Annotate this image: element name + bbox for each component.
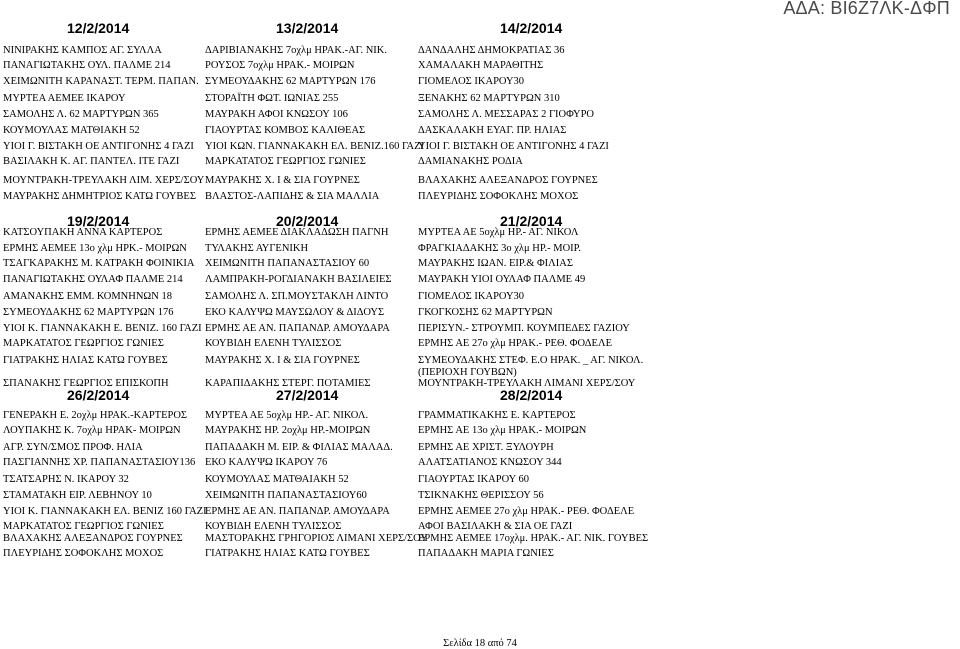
- pharmacy-entry: ΔΑΝΔΑΛΗΣ ΔΗΜΟΚΡΑΤΙΑΣ 36: [418, 45, 565, 56]
- pharmacy-entry: ΣΥΜΕΟΥΔΑΚΗΣ 62 ΜΑΡΤΥΡΩΝ 176: [205, 76, 376, 87]
- pharmacy-entry: ΕΚΟ ΚΑΛΥΨΩ ΜΑΥΣΩΛΟΥ & ΔΙΔΟΥΣ: [205, 307, 385, 318]
- pharmacy-entry: ΚΑΤΣΟΥΠΑΚΗ ΑΝΝΑ ΚΑΡΤΕΡΟΣ: [3, 227, 163, 238]
- pharmacy-entry: ΣΤΟΡΑΪΤΗ ΦΩΤ. ΙΩΝΙΑΣ 255: [205, 93, 339, 104]
- date-header: 12/2/2014: [67, 20, 130, 36]
- pharmacy-entry: ΜΥΡΤΕΑ ΑΕ 5οχλμ ΗΡ.- ΑΓ. ΝΙΚΟΛ: [418, 227, 579, 238]
- pharmacy-entry: ΕΡΜΗΣ ΑΕΜΕΕ 17οχλμ. ΗΡΑΚ.- ΑΓ. ΝΙΚ. ΓΟΥΒΕΣ: [418, 533, 649, 544]
- pharmacy-entry: ΠΑΣΓΙΑΝΝΗΣ ΧΡ. ΠΑΠΑΝΑΣΤΑΣΙΟΥ136: [3, 457, 196, 468]
- pharmacy-entry: ΥΙΟΙ Κ. ΓΙΑΝΝΑΚΑΚΗ Ε. ΒΕΝΙΖ. 160 ΓΑΖΙ: [3, 323, 202, 334]
- pharmacy-entry: ΚΟΥΜΟΥΛΑΣ ΜΑΤΘΑΙΑΚΗ 52: [205, 474, 349, 485]
- pharmacy-entry: ΓΙΟΜΕΛΟΣ ΙΚΑΡΟΥ30: [418, 76, 525, 87]
- pharmacy-entry: ΕΚΟ ΚΑΛΥΨΩ ΙΚΑΡΟΥ 76: [205, 457, 328, 468]
- roster-row: [0, 59, 960, 73]
- pharmacy-entry: ΠΑΝΑΓΙΩΤΑΚΗΣ ΟΥΛ. ΠΑΛΜΕ 214: [3, 60, 171, 71]
- page-number: Σελίδα 18 από 74: [443, 638, 517, 649]
- roster-row: [0, 322, 960, 336]
- roster-row: [0, 290, 960, 304]
- roster-row: [0, 489, 960, 503]
- pharmacy-entry: ΕΡΜΗΣ ΑΕ 27ο χλμ ΗΡΑΚ.- ΡΕΘ. ΦΟΔΕΛΕ: [418, 338, 612, 349]
- pharmacy-entry: ΦΡΑΓΚΙΑΔΑΚΗΣ 3ο χλμ ΗΡ.- ΜΟΙΡ.: [418, 243, 581, 254]
- pharmacy-entry: ΓΙΑΤΡΑΚΗΣ ΗΛΙΑΣ ΚΑΤΩ ΓΟΥΒΕΣ: [205, 548, 370, 559]
- pharmacy-entry: ΞΕΝΑΚΗΣ 62 ΜΑΡΤΥΡΩΝ 310: [418, 93, 560, 104]
- roster-row: [0, 140, 960, 154]
- pharmacy-entry: ΥΙΟΙ Κ. ΓΙΑΝΝΑΚΑΚΗ ΕΛ. ΒΕΝΙΖ 160 ΓΑΖΙ: [3, 506, 207, 517]
- roster-row: [0, 124, 960, 138]
- pharmacy-entry: ΛΑΜΠΡΑΚΗ-ΡΟΓΔΙΑΝΑΚΗ ΒΑΣΙΛΕΙΕΣ: [205, 274, 392, 285]
- pharmacy-entry: ΣΑΜΟΛΗΣ Λ. 62 ΜΑΡΤΥΡΩΝ 365: [3, 109, 159, 120]
- pharmacy-entry: ΜΑΡΚΑΤΑΤΟΣ ΓΕΩΡΓΙΟΣ ΓΩΝΙΕΣ: [3, 338, 164, 349]
- pharmacy-entry: ΧΕΙΜΩΝΙΤΗ ΚΑΡΑΝΑΣΤ. ΤΕΡΜ. ΠΑΠΑΝ.: [3, 76, 199, 87]
- pharmacy-entry: ΚΟΥΒΙΔΗ ΕΛΕΝΗ ΤΥΛΙΣΣΟΣ: [205, 521, 342, 532]
- roster-row: [0, 108, 960, 122]
- date-header: 13/2/2014: [276, 20, 339, 36]
- pharmacy-entry: ΓΡΑΜΜΑΤΙΚΑΚΗΣ Ε. ΚΑΡΤΕΡΟΣ: [418, 410, 576, 421]
- pharmacy-entry: ΤΣΑΓΚΑΡΑΚΗΣ Μ. ΚΑΤΡΑΚΗ ΦΟΙΝΙΚΙΑ: [3, 258, 195, 269]
- pharmacy-entry: ΓΙΑΟΥΡΤΑΣ ΙΚΑΡΟΥ 60: [418, 474, 529, 485]
- pharmacy-entry: ΕΡΜΗΣ ΑΕ 13ο χλμ ΗΡΑΚ.- ΜΟΙΡΩΝ: [418, 425, 587, 436]
- roster-row: [0, 377, 960, 391]
- pharmacy-entry: ΣΑΜΟΛΗΣ Λ. ΜΕΣΣΑΡΑΣ 2 ΓΙΟΦΥΡΟ: [418, 109, 595, 120]
- roster-row: [0, 547, 960, 561]
- pharmacy-entry: ΜΑΡΚΑΤΑΤΟΣ ΓΕΩΡΓΙΟΣ ΓΩΝΙΕΣ: [3, 521, 164, 532]
- pharmacy-entry: ΑΛΑΤΣΑΤΙΑΝΟΣ ΚΝΩΣΟΥ 344: [418, 457, 562, 468]
- pharmacy-entry: ΓΙΑΤΡΑΚΗΣ ΗΛΙΑΣ ΚΑΤΩ ΓΟΥΒΕΣ: [3, 355, 168, 366]
- date-header: 28/2/2014: [500, 387, 563, 403]
- pharmacy-entry: ΚΟΥΜΟΥΛΑΣ ΜΑΤΘΙΑΚΗ 52: [3, 125, 140, 136]
- date-header-row: [0, 20, 960, 40]
- pharmacy-entry: ΜΟΥΝΤΡΑΚΗ-ΤΡΕΥΛΑΚΗ ΛΙΜΑΝΙ ΧΕΡΣ/ΣΟΥ: [418, 378, 636, 389]
- pharmacy-entry: ΔΑΣΚΑΛΑΚΗ ΕΥΑΓ. ΠΡ. ΗΛΙΑΣ: [418, 125, 567, 136]
- roster-row: [0, 441, 960, 455]
- pharmacy-entry: ΜΑΥΡΑΚΗΣ Χ. Ι & ΣΙΑ ΓΟΥΡΝΕΣ: [205, 175, 360, 186]
- date-header: 21/2/2014: [500, 213, 563, 229]
- pharmacy-entry: ΥΙΟΙ Γ. ΒΙΣΤΑΚΗ ΟΕ ΑΝΤΙΓΟΝΗΣ 4 ΓΑΖΙ: [418, 141, 609, 152]
- pharmacy-entry: ΒΑΣΙΛΑΚΗ Κ. ΑΓ. ΠΑΝΤΕΛ. ΙΤΕ ΓΑΖΙ: [3, 156, 180, 167]
- pharmacy-entry: ΥΙΟΙ ΚΩΝ. ΓΙΑΝΝΑΚΑΚΗ ΕΛ. ΒΕΝΙΖ.160 ΓΑΖΙ: [205, 141, 424, 152]
- pharmacy-entry: ΕΡΜΗΣ ΑΕ ΑΝ. ΠΑΠΑΝΔΡ. ΑΜΟΥΔΑΡΑ: [205, 323, 390, 334]
- pharmacy-entry: ΠΑΠΑΔΑΚΗ Μ. ΕΙΡ. & ΦΙΛΙΑΣ ΜΑΛΑΔ.: [205, 442, 393, 453]
- pharmacy-entry: ΜΑΥΡΑΚΗ ΑΦΟΙ ΚΝΩΣΟΥ 106: [205, 109, 348, 120]
- pharmacy-entry: ΜΑΥΡΑΚΗ ΥΙΟΙ ΟΥΛΑΦ ΠΑΛΜΕ 49: [418, 274, 586, 285]
- pharmacy-entry: ΧΕΙΜΩΝΙΤΗ ΠΑΠΑΝΑΣΤΑΣΙΟΥ 60: [205, 258, 370, 269]
- pharmacy-entry: ΠΑΝΑΓΙΩΤΑΚΗΣ ΟΥΛΑΦ ΠΑΛΜΕ 214: [3, 274, 183, 285]
- pharmacy-entry: ΣΤΑΜΑΤΑΚΗ ΕΙΡ. ΛΕΒΗΝΟΥ 10: [3, 490, 152, 501]
- pharmacy-entry: ΜΑΣΤΟΡΑΚΗΣ ΓΡΗΓΟΡΙΟΣ ΛΙΜΑΝΙ ΧΕΡΣ/ΣΟΥ: [205, 533, 428, 544]
- pharmacy-entry: ΠΛΕΥΡΙΔΗΣ ΣΟΦΟΚΛΗΣ ΜΟΧΟΣ: [3, 548, 164, 559]
- roster-row: [0, 273, 960, 287]
- roster-row: [0, 306, 960, 320]
- roster-row: [0, 75, 960, 89]
- date-header: 26/2/2014: [67, 387, 130, 403]
- page-footer: [0, 638, 960, 649]
- pharmacy-entry: ΜΑΥΡΑΚΗΣ ΔΗΜΗΤΡΙΟΣ ΚΑΤΩ ΓΟΥΒΕΣ: [3, 191, 196, 202]
- date-header: 20/2/2014: [276, 213, 339, 229]
- pharmacy-entry: ΒΛΑΧΑΚΗΣ ΑΛΕΞΑΝΔΡΟΣ ΓΟΥΡΝΕΣ: [418, 175, 598, 186]
- pharmacy-entry: ΜΑΥΡΑΚΗΣ ΙΩΑΝ. ΕΙΡ.& ΦΙΛΙΑΣ: [418, 258, 573, 269]
- pharmacy-entry: ΕΡΜΗΣ ΑΕ ΧΡΙΣΤ. ΞΥΛΟΥΡΗ: [418, 442, 554, 453]
- pharmacy-entry: ΥΙΟΙ Γ. ΒΙΣΤΑΚΗ ΟΕ ΑΝΤΙΓΟΝΗΣ 4 ΓΑΖΙ: [3, 141, 194, 152]
- roster-row: [0, 409, 960, 423]
- pharmacy-entry: ΜΑΥΡΑΚΗΣ ΗΡ. 2οχλμ ΗΡ.-ΜΟΙΡΩΝ: [205, 425, 371, 436]
- pharmacy-entry: ΜΟΥΝΤΡΑΚΗ-ΤΡΕΥΛΑΚΗ ΛΙΜ. ΧΕΡΣ/ΣΟΥ: [3, 175, 205, 186]
- pharmacy-entry: ΒΛΑΧΑΚΗΣ ΑΛΕΞΑΝΔΡΟΣ ΓΟΥΡΝΕΣ: [3, 533, 183, 544]
- pharmacy-entry: ΠΛΕΥΡΙΔΗΣ ΣΟΦΟΚΛΗΣ ΜΟΧΟΣ: [418, 191, 579, 202]
- pharmacy-entry: ΓΚΟΓΚΟΣΗΣ 62 ΜΑΡΤΥΡΩΝ: [418, 307, 553, 318]
- pharmacy-entry: ΛΟΥΠΑΚΗΣ Κ. 7οχλμ ΗΡΑΚ- ΜΟΙΡΩΝ: [3, 425, 181, 436]
- roster-row: [0, 337, 960, 351]
- roster-row: [0, 505, 960, 519]
- pharmacy-entry: ΑΓΡ. ΣΥΝ/ΣΜΟΣ ΠΡΟΦ. ΗΛΙΑ: [3, 442, 143, 453]
- pharmacy-entry: ΝΙΝΙΡΑΚΗΣ ΚΑΜΠΟΣ ΑΓ. ΣΥΛΛΑ: [3, 45, 162, 56]
- pharmacy-entry: ΕΡΜΗΣ ΑΕΜΕΕ 27ο χλμ ΗΡΑΚ.- ΡΕΘ. ΦΟΔΕΛΕ: [418, 506, 635, 517]
- pharmacy-entry: ΚΟΥΒΙΔΗ ΕΛΕΝΗ ΤΥΛΙΣΣΟΣ: [205, 338, 342, 349]
- pharmacy-entry: ΜΑΥΡΑΚΗΣ Χ. Ι & ΣΙΑ ΓΟΥΡΝΕΣ: [205, 355, 360, 366]
- pharmacy-entry: ΠΕΡΙΣΥΝ.- ΣΤΡΟΥΜΠ. ΚΟΥΜΠΕΔΕΣ ΓΑΖΙΟΥ: [418, 323, 630, 334]
- pharmacy-entry: ΔΑΡΙΒΙΑΝΑΚΗΣ 7οχλμ ΗΡΑΚ.-ΑΓ. ΝΙΚ.: [205, 45, 388, 56]
- date-header: 14/2/2014: [500, 20, 563, 36]
- roster-row: [0, 174, 960, 188]
- roster-row: [0, 257, 960, 271]
- roster-row: [0, 424, 960, 438]
- pharmacy-entry: ΒΛΑΣΤΟΣ-ΛΑΠΙΔΗΣ & ΣΙΑ ΜΑΛΛΙΑ: [205, 191, 380, 202]
- roster-row: [0, 532, 960, 546]
- pharmacy-entry: ΣΥΜΕΟΥΔΑΚΗΣ 62 ΜΑΡΤΥΡΩΝ 176: [3, 307, 174, 318]
- roster-row: [0, 226, 960, 240]
- pharmacy-entry: ΚΑΡΑΠΙΔΑΚΗΣ ΣΤΕΡΓ. ΠΟΤΑΜΙΕΣ: [205, 378, 371, 389]
- pharmacy-entry: ΧΑΜΑΛΑΚΗ ΜΑΡΑΘΙΤΗΣ: [418, 60, 544, 71]
- pharmacy-entry: ΣΠΑΝΑΚΗΣ ΓΕΩΡΓΙΟΣ ΕΠΙΣΚΟΠΗ: [3, 378, 169, 389]
- pharmacy-entry: ΕΡΜΗΣ ΑΕ ΑΝ. ΠΑΠΑΝΔΡ. ΑΜΟΥΔΑΡΑ: [205, 506, 390, 517]
- document-code: ΑΔΑ: ΒΙ6Ζ7ΛΚ-ΔΦΠ: [783, 0, 950, 18]
- pharmacy-entry: ΣΥΜΕΟΥΔΑΚΗΣ ΣΤΕΦ. Ε.Ο ΗΡΑΚ. _ ΑΓ. ΝΙΚΟΛ.: [418, 355, 644, 366]
- pharmacy-entry: ΓΙΟΜΕΛΟΣ ΙΚΑΡΟΥ30: [418, 291, 525, 302]
- pharmacy-entry: ΓΙΑΟΥΡΤΑΣ ΚΟΜΒΟΣ ΚΑΛΙΘΕΑΣ: [205, 125, 366, 136]
- roster-row: [0, 155, 960, 169]
- pharmacy-entry: ΑΜΑΝΑΚΗΣ ΕΜΜ. ΚΟΜΝΗΝΩΝ 18: [3, 291, 172, 302]
- pharmacy-entry: ΕΡΜΗΣ ΑΕΜΕΕ 13ο χλμ ΗΡΚ.- ΜΟΙΡΩΝ: [3, 243, 187, 254]
- roster-row: [0, 473, 960, 487]
- pharmacy-entry: ΤΥΛΑΚΗΣ ΑΥΓΕΝΙΚΗ: [205, 243, 309, 254]
- date-header: 27/2/2014: [276, 387, 339, 403]
- pharmacy-entry: ΓΕΝΕΡΑΚΗ Ε. 2οχλμ ΗΡΑΚ.-ΚΑΡΤΕΡΟΣ: [3, 410, 188, 421]
- pharmacy-entry: ΜΑΡΚΑΤΑΤΟΣ ΓΕΩΡΓΙΟΣ ΓΩΝΙΕΣ: [205, 156, 366, 167]
- pharmacy-entry: ΣΑΜΟΛΗΣ Λ. ΣΠ.ΜΟΥΣΤΑΚΛΗ ΛΙΝΤΟ: [205, 291, 389, 302]
- roster-row: [0, 456, 960, 470]
- roster-row: [0, 92, 960, 106]
- pharmacy-entry: ΜΥΡΤΕΑ ΑΕ 5οχλμ ΗΡ.- ΑΓ. ΝΙΚΟΛ.: [205, 410, 369, 421]
- pharmacy-entry: ΜΥΡΤΕΑ ΑΕΜΕΕ ΙΚΑΡΟΥ: [3, 93, 126, 104]
- pharmacy-entry: ΠΑΠΑΔΑΚΗ ΜΑΡΙΑ ΓΩΝΙΕΣ: [418, 548, 554, 559]
- roster-row: [0, 190, 960, 204]
- roster-row: [0, 242, 960, 256]
- roster-row: [0, 44, 960, 58]
- pharmacy-entry: ΑΦΟΙ ΒΑΣΙΛΑΚΗ & ΣΙΑ ΟΕ ΓΑΖΙ: [418, 521, 573, 532]
- date-header: 19/2/2014: [67, 213, 130, 229]
- pharmacy-entry: ΧΕΙΜΩΝΙΤΗ ΠΑΠΑΝΑΣΤΑΣΙΟΥ60: [205, 490, 367, 501]
- pharmacy-entry: ΤΣΙΚΝΑΚΗΣ ΘΕΡΙΣΣΟΥ 56: [418, 490, 544, 501]
- pharmacy-entry: ΔΑΜΙΑΝΑΚΗΣ ΡΟΔΙΑ: [418, 156, 523, 167]
- pharmacy-entry: ΡΟΥΣΟΣ 7οχλμ ΗΡΑΚ.- ΜΟΙΡΩΝ: [205, 60, 355, 71]
- pharmacy-entry: (ΠΕΡΙΟΧΗ ΓΟΥΒΩΝ): [418, 367, 517, 378]
- pharmacy-entry: ΕΡΜΗΣ ΑΕΜΕΕ ΔΙΑΚΛΑΔΩΣΗ ΠΑΓΝΗ: [205, 227, 389, 238]
- pharmacy-entry: ΤΣΑΤΣΑΡΗΣ Ν. ΙΚΑΡΟΥ 32: [3, 474, 129, 485]
